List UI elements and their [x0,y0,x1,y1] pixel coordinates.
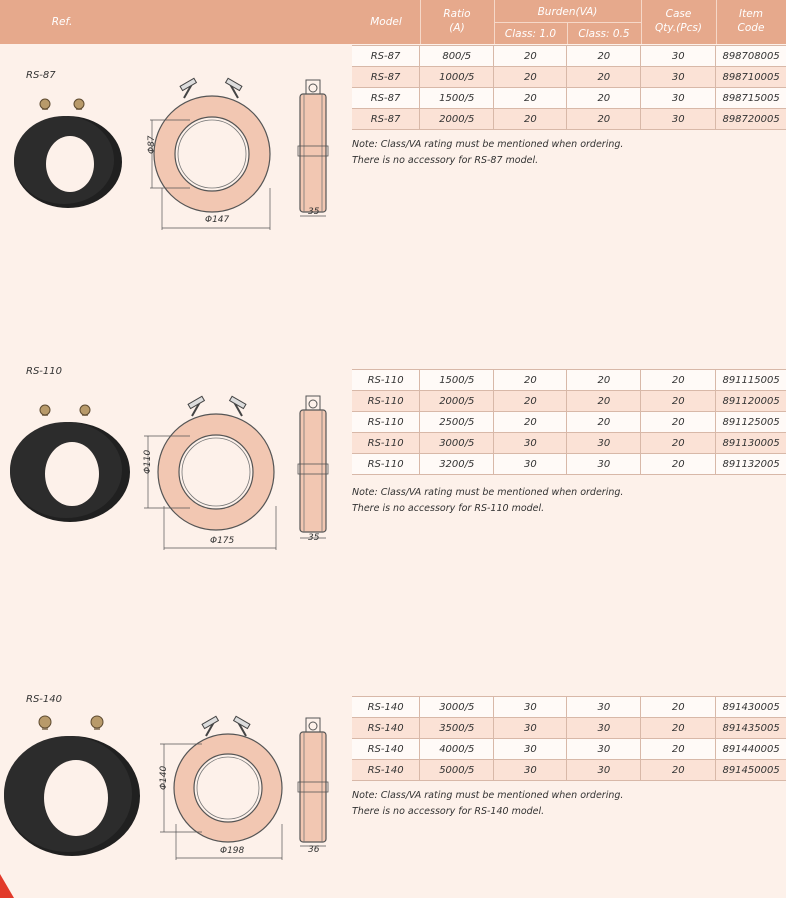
table-cell: 1500/5 [420,88,494,109]
header-ratio-label: Ratio [443,8,471,20]
header-ratio [420,7,494,35]
product-photo [2,716,142,856]
table-row [352,760,786,781]
table-cell: 3000/5 [420,697,494,718]
table-cell: 20 [567,412,641,433]
table-cell: 2000/5 [420,109,494,130]
table-cell: 2500/5 [420,412,494,433]
section-ref-label: RS-110 [26,366,62,377]
header-case-qty [641,7,716,35]
table-cell: 3000/5 [420,433,494,454]
ordering-note [352,485,623,517]
table-cell: 800/5 [420,46,494,67]
table-row [352,109,786,130]
table-cell: 20 [494,370,567,391]
table-cell: 20 [641,412,716,433]
table-cell: 891435005 [716,718,786,739]
ordering-note [352,788,623,820]
note-line: Note: Class/VA rating must be mentioned when ordering. [352,790,624,801]
table-row [352,697,786,718]
table-cell: 20 [567,109,641,130]
table-row [352,454,786,475]
header-ref: Ref. [51,16,73,28]
table-cell: 20 [567,67,641,88]
table-cell: 20 [567,46,641,67]
table-cell: 20 [567,370,641,391]
front-view-drawing [130,78,290,238]
table-header [0,0,786,44]
front-view-drawing [134,394,294,554]
table-cell: RS-110 [352,433,420,454]
table-cell: 20 [494,412,567,433]
table-cell: 20 [494,46,567,67]
front-view-drawing [140,716,300,866]
spec-table [352,45,786,130]
table-cell: 30 [494,760,567,781]
note-line: There is no accessory for RS-140 model. [352,806,545,817]
table-cell: RS-140 [352,739,420,760]
table-cell: RS-140 [352,760,420,781]
table-cell: 891430005 [716,697,786,718]
table-cell: 30 [567,697,641,718]
table-cell: 891132005 [716,454,786,475]
section-ref-label: RS-140 [26,694,62,705]
note-line: There is no accessory for RS-87 model. [352,155,539,166]
table-cell: 3200/5 [420,454,494,475]
table-cell: 20 [494,391,567,412]
header-case-label: Case [665,8,692,20]
table-cell: 30 [567,718,641,739]
table-row [352,370,786,391]
table-cell: 898710005 [716,67,786,88]
table-cell: 20 [641,739,716,760]
table-row [352,739,786,760]
table-cell: 30 [567,739,641,760]
table-cell: 20 [641,760,716,781]
note-line: Note: Class/VA rating must be mentioned when ordering. [352,139,624,150]
table-cell: 4000/5 [420,739,494,760]
table-cell: RS-87 [352,67,420,88]
inner-diameter-label: Φ110 [143,449,153,474]
table-cell: 30 [494,718,567,739]
table-cell: 20 [641,433,716,454]
table-cell: 891115005 [716,370,786,391]
table-cell: 30 [567,433,641,454]
table-cell: 20 [567,88,641,109]
table-row [352,412,786,433]
table-cell: 2000/5 [420,391,494,412]
table-cell: RS-110 [352,454,420,475]
table-cell: 30 [641,109,716,130]
table-row [352,391,786,412]
table-cell: 891450005 [716,760,786,781]
outer-diameter-label: Φ175 [210,536,235,546]
product-photo [8,100,128,210]
table-cell: 30 [641,67,716,88]
table-cell: RS-87 [352,109,420,130]
table-cell: RS-87 [352,88,420,109]
outer-diameter-label: Φ147 [205,215,230,225]
table-row [352,88,786,109]
table-cell: 5000/5 [420,760,494,781]
table-cell: 898720005 [716,109,786,130]
header-class05: Class: 0.5 [578,28,630,40]
inner-diameter-label: Φ140 [159,765,169,790]
table-row [352,718,786,739]
table-cell: 20 [567,391,641,412]
ordering-note [352,137,623,169]
side-view-drawing [298,80,338,220]
table-row [352,433,786,454]
table-cell: 20 [641,697,716,718]
table-cell: 20 [494,109,567,130]
header-qty-label: Qty.(Pcs) [655,22,702,34]
table-cell: 30 [641,88,716,109]
table-cell: 20 [641,454,716,475]
table-cell: 20 [641,370,716,391]
table-cell: RS-87 [352,46,420,67]
table-cell: 20 [494,67,567,88]
table-cell: 30 [494,433,567,454]
header-burden: Burden(VA) [537,6,598,18]
side-view-drawing [298,396,338,542]
table-cell: 891130005 [716,433,786,454]
table-cell: 30 [567,760,641,781]
inner-diameter-label: Φ87 [147,135,157,154]
table-cell: 20 [641,391,716,412]
table-cell: 30 [494,739,567,760]
table-row [352,46,786,67]
table-cell: 20 [641,718,716,739]
table-cell: 891125005 [716,412,786,433]
header-model: Model [370,16,402,28]
table-cell: 891440005 [716,739,786,760]
product-photo [6,406,132,522]
table-cell: 30 [494,697,567,718]
width-label: 35 [308,533,320,543]
header-class1: Class: 1.0 [504,28,557,40]
width-label: 35 [308,207,320,217]
table-cell: RS-140 [352,697,420,718]
table-cell: 898715005 [716,88,786,109]
spec-table [352,696,786,781]
outer-diameter-label: Φ198 [220,846,245,856]
note-line: There is no accessory for RS-110 model. [352,503,545,514]
table-cell: RS-110 [352,391,420,412]
header-item-code [716,7,786,35]
header-item-label: Item [739,8,763,20]
table-cell: RS-110 [352,370,420,391]
width-label: 36 [308,845,320,855]
table-cell: RS-140 [352,718,420,739]
table-cell: 1000/5 [420,67,494,88]
table-cell: 1500/5 [420,370,494,391]
table-cell: 891120005 [716,391,786,412]
header-ratio-unit: (A) [449,22,465,34]
section-ref-label: RS-87 [26,70,56,81]
header-code-label: Code [737,22,765,34]
table-cell: RS-110 [352,412,420,433]
side-view-drawing [298,718,338,854]
table-cell: 20 [494,88,567,109]
corner-accent [0,874,14,898]
table-cell: 30 [494,454,567,475]
table-cell: 898708005 [716,46,786,67]
table-cell: 3500/5 [420,718,494,739]
spec-table [352,369,786,475]
note-line: Note: Class/VA rating must be mentioned when ordering. [352,487,624,498]
table-cell: 30 [567,454,641,475]
table-row [352,67,786,88]
table-cell: 30 [641,46,716,67]
